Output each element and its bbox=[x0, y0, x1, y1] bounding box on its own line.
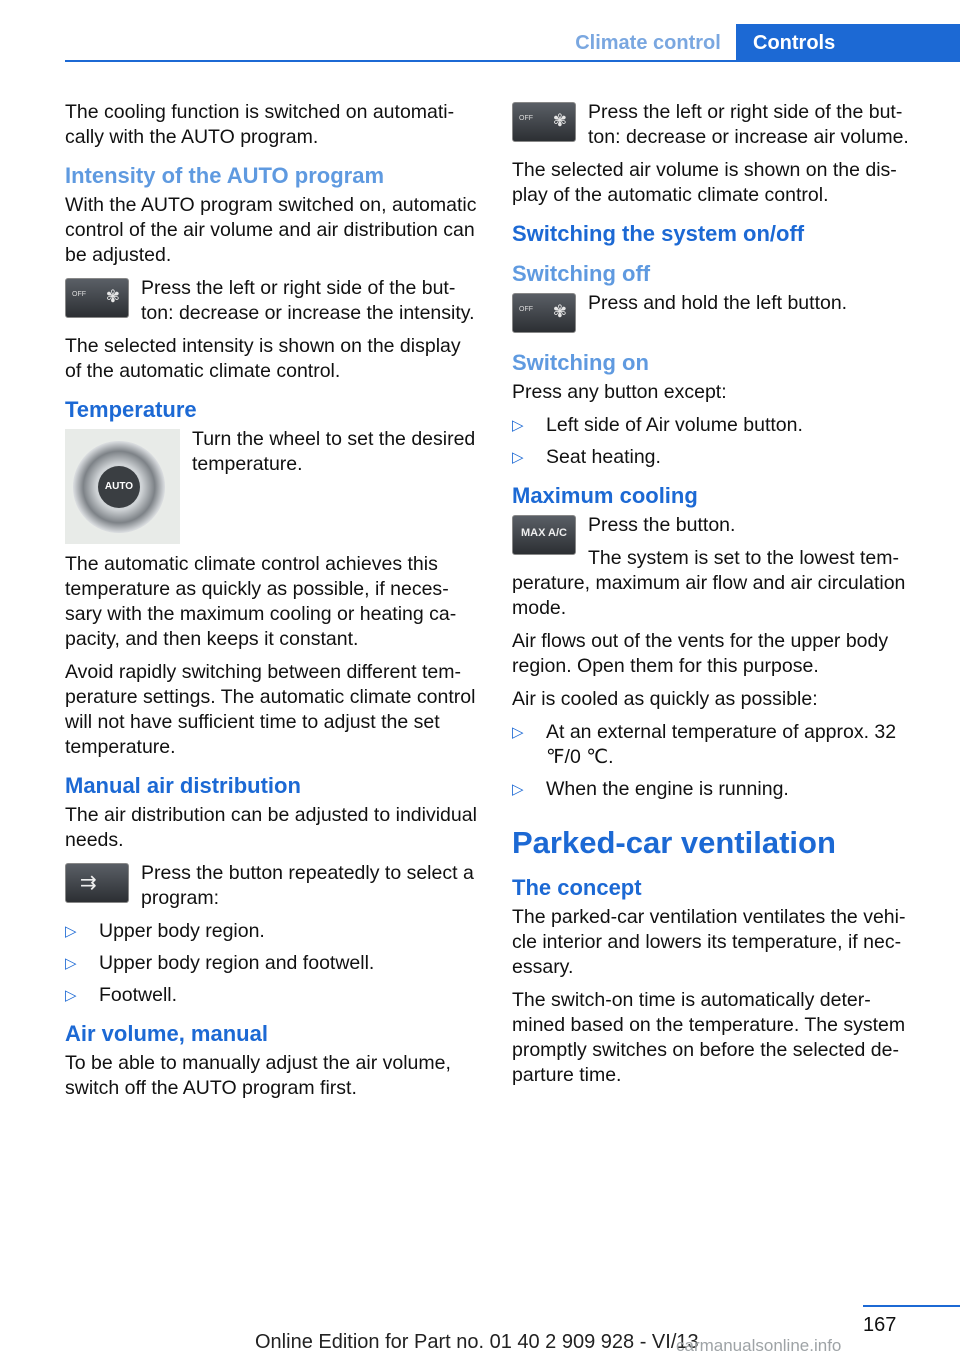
fan-button-icon: OFF ✾ bbox=[65, 278, 129, 318]
triangle-bullet-icon: ▷ bbox=[512, 724, 524, 741]
manual-distribution-button-text: Press the button repeatedly to select a program: bbox=[141, 862, 474, 909]
list-item: ▷ Footwell. bbox=[65, 984, 178, 1006]
triangle-bullet-icon: ▷ bbox=[65, 987, 77, 1004]
max-cooling-heading: Maximum cooling bbox=[512, 483, 698, 508]
concept-text-2: The switch-on time is automatically determined based on the temperature. The system promptly switches on before the selected departure time. bbox=[512, 989, 906, 1086]
triangle-bullet-icon: ▷ bbox=[65, 923, 77, 940]
left-column bbox=[65, 100, 477, 1109]
fan-button-icon: OFF ✾ bbox=[512, 293, 576, 333]
temperature-text-1: The automatic climate control achieves this temperature as quickly as possible, if necessary with the maximum cooling or heating capacity, and then keeps it constant. bbox=[65, 553, 457, 650]
temperature-text-2: Avoid rapidly switching between different temperature settings. The automatic climate control will not have sufficient time to adjust the set temperature. bbox=[65, 661, 476, 758]
cooled-list bbox=[512, 720, 916, 802]
switching-on-heading: Switching on bbox=[512, 350, 649, 375]
triangle-bullet-icon: ▷ bbox=[512, 449, 524, 466]
list-item: ▷ Upper body region and footwell. bbox=[65, 952, 375, 974]
list-item: ▷ At an external temperature of approx. 32 ℉/0 ℃. bbox=[512, 721, 897, 768]
concept-heading: The concept bbox=[512, 875, 642, 900]
watermark: carmanualsonline.info bbox=[676, 1336, 842, 1355]
switching-off-heading: Switching off bbox=[512, 261, 651, 286]
intensity-button-text: Press the left or right side of the button: decrease or increase the intensity. bbox=[141, 277, 475, 324]
intensity-display-text: The selected intensity is shown on the display of the automatic climate control. bbox=[65, 335, 461, 382]
max-cooling-text-2: The system is set to the lowest temperature, maximum air flow and air circulation mode. bbox=[512, 547, 906, 619]
distribution-list bbox=[65, 919, 477, 1008]
list-item: ▷ Left side of Air volume button. bbox=[512, 414, 803, 436]
switching-off-text: Press and hold the left button. bbox=[588, 292, 848, 314]
intensity-button-block bbox=[65, 276, 477, 326]
page-number: 167 bbox=[863, 1314, 897, 1336]
intensity-heading: Intensity of the AUTO program bbox=[65, 163, 385, 188]
manual-distribution-heading: Manual air distribution bbox=[65, 773, 301, 798]
right-column bbox=[512, 100, 916, 1096]
switching-on-text: Press any button except: bbox=[512, 381, 727, 403]
footer-rule bbox=[863, 1305, 960, 1307]
triangle-bullet-icon: ▷ bbox=[65, 955, 77, 972]
max-ac-button-icon: MAX A/C bbox=[512, 515, 576, 555]
header-rule bbox=[65, 60, 960, 62]
air-distribution-button-icon: ⇉ bbox=[65, 863, 129, 903]
intro-text: The cooling function is switched on automatically with the AUTO program. bbox=[65, 101, 455, 148]
switching-on-list bbox=[512, 413, 916, 470]
air-volume-heading: Air volume, manual bbox=[65, 1021, 268, 1046]
onoff-heading: Switching the system on/off bbox=[512, 221, 805, 246]
temperature-wheel-text: Turn the wheel to set the desired temperature. bbox=[192, 428, 476, 475]
parked-car-heading: Parked-car ventilation bbox=[512, 825, 836, 860]
list-item: ▷ Seat heating. bbox=[512, 446, 661, 468]
manual-distribution-text: The air distribution can be adjusted to individual needs. bbox=[65, 804, 477, 851]
auto-button-icon: AUTO bbox=[98, 466, 140, 508]
list-item: ▷ Upper body region. bbox=[65, 920, 265, 942]
concept-text-1: The parked-car ventilation ventilates the vehicle interior and lowers its temperature, if necessary. bbox=[512, 906, 906, 978]
header-section: Climate control bbox=[575, 32, 721, 54]
triangle-bullet-icon: ▷ bbox=[512, 781, 524, 798]
temperature-heading: Temperature bbox=[65, 397, 197, 422]
list-item: ▷ When the engine is running. bbox=[512, 778, 789, 800]
temperature-wheel-icon bbox=[65, 429, 180, 544]
air-volume-display-text: The selected air volume is shown on the display of the automatic climate control. bbox=[512, 159, 897, 206]
air-volume-button-text: Press the left or right side of the button: decrease or increase air volume. bbox=[588, 101, 909, 148]
vents-text: Air flows out of the vents for the upper body region. Open them for this purpose. bbox=[512, 630, 889, 677]
max-cooling-text-1: Press the button. bbox=[588, 514, 736, 536]
triangle-bullet-icon: ▷ bbox=[512, 417, 524, 434]
fan-button-icon: OFF ✾ bbox=[512, 102, 576, 142]
header-chapter: Controls bbox=[736, 24, 960, 62]
cooled-text: Air is cooled as quickly as possible: bbox=[512, 688, 818, 710]
edition-text: Online Edition for Part no. 01 40 2 909 928 - VI/13 bbox=[255, 1331, 699, 1353]
air-volume-text: To be able to manually adjust the air volume, switch off the AUTO program first. bbox=[65, 1052, 451, 1099]
intensity-text: With the AUTO program switched on, automatic control of the air volume and air distribution can be adjusted. bbox=[65, 194, 477, 266]
